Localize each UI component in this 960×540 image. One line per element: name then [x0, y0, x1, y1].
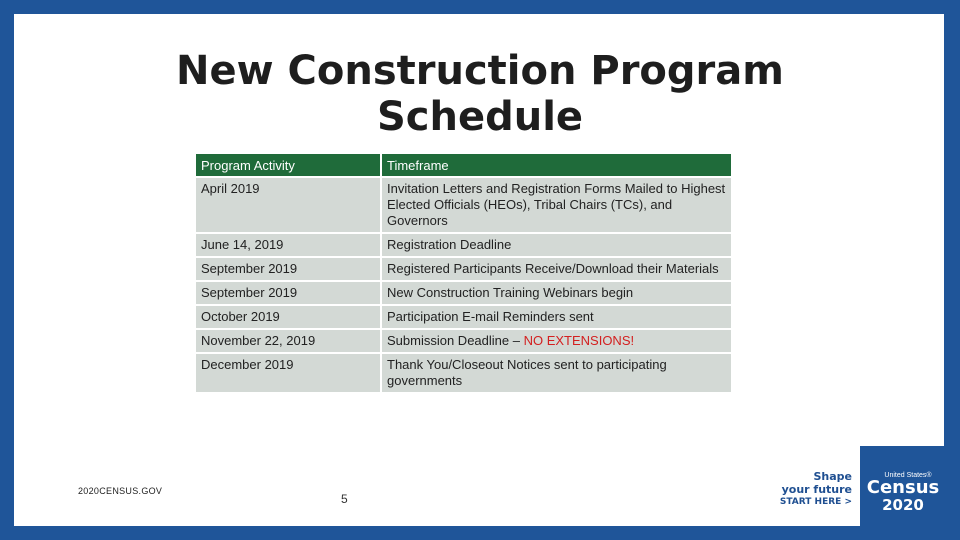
table-row	[196, 306, 731, 328]
activity-cell: September 2019	[196, 282, 382, 304]
census-year: 2020	[882, 496, 924, 514]
no-extensions-emphasis: NO EXTENSIONS!	[523, 333, 635, 348]
table-row	[196, 282, 731, 304]
timeframe-cell: New Construction Training Webinars begin	[382, 282, 731, 304]
header-timeframe: Timeframe	[382, 154, 731, 176]
table-row	[196, 330, 731, 352]
activity-cell: October 2019	[196, 306, 382, 328]
activity-cell: June 14, 2019	[196, 234, 382, 256]
header-program-activity: Program Activity	[196, 154, 382, 176]
table-row	[196, 234, 731, 256]
timeframe-cell	[382, 330, 731, 352]
shape-your-future-tagline	[778, 470, 852, 509]
united-states-label: United States®	[884, 472, 932, 479]
timeframe-cell: Participation E-mail Reminders sent	[382, 306, 731, 328]
tagline-line-1: Shape	[813, 470, 852, 483]
activity-cell: November 22, 2019	[196, 330, 382, 352]
start-here-link[interactable]: START HERE >	[779, 497, 852, 507]
table-header-row	[196, 154, 731, 176]
census-2020-logo	[860, 446, 946, 526]
activity-cell: December 2019	[196, 354, 382, 392]
table-row	[196, 178, 731, 232]
timeframe-cell: Registered Participants Receive/Download their Materials	[382, 258, 731, 280]
timeframe-cell: Thank You/Closeout Notices sent to participating governments	[382, 354, 731, 392]
census-url[interactable]: 2020CENSUS.GOV	[78, 486, 163, 496]
timeframe-cell: Invitation Letters and Registration Forms Mailed to Highest Elected Officials (HEOs), Tribal Chairs (TCs), and Governors	[382, 178, 731, 232]
timeframe-text: Submission Deadline –	[387, 333, 524, 348]
page-number: 5	[341, 492, 348, 506]
census-wordmark: Census	[866, 477, 940, 498]
activity-cell: September 2019	[196, 258, 382, 280]
schedule-table	[196, 152, 731, 394]
title-line-1: New Construction Program	[176, 48, 784, 94]
slide-title	[14, 48, 944, 140]
table-row	[196, 354, 731, 392]
activity-cell: April 2019	[196, 178, 382, 232]
timeframe-cell: Registration Deadline	[382, 234, 731, 256]
title-line-2: Schedule	[376, 94, 584, 140]
tagline-line-2: your future	[781, 483, 852, 496]
table-row	[196, 258, 731, 280]
